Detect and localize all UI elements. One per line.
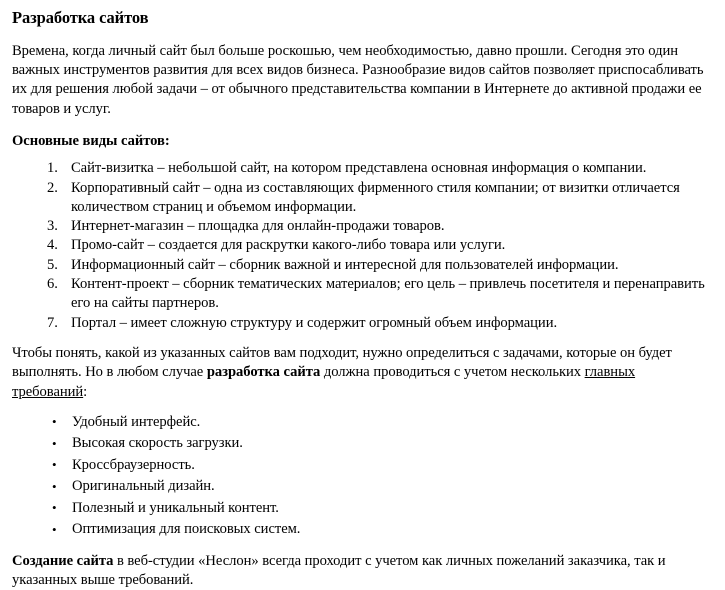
site-types-heading: Основные виды сайтов: <box>12 132 170 149</box>
page-title: Разработка сайтов <box>12 8 149 27</box>
requirements-intro-part1: Чтобы понять, какой из указанных сайтов вам подходит, нужно определиться с задачами, которые он будет выполнять. Но в любом случае <box>12 344 672 381</box>
list-item: Промо-сайт – создается для раскрутки какого-либо товара или услуги. <box>71 237 506 254</box>
requirements-intro-part3: : <box>83 383 88 400</box>
requirements-intro-paragraph <box>12 344 707 402</box>
list-item: • Удобный интерфейс. <box>52 412 707 434</box>
list-item: Информационный сайт – сборник важной и интересной для пользователей информации. <box>71 256 619 273</box>
list-item: • Полезный и уникальный контент. <box>52 498 707 520</box>
site-types-list <box>12 159 707 333</box>
intro-paragraph: Времена, когда личный сайт был больше роскошью, чем необходимостью, давно прошли. Сегодня это один важных инструментов развития для всех видов бизнеса. Разнообразие видов сайтов позволяет приспосабливать их для решения любой задачи – от обычного представительства компании в Интернете до активной продажи ее товаров и услуг. <box>12 42 704 117</box>
list-item: • Оптимизация для поисковых систем. <box>52 519 707 541</box>
requirements-intro-part2: должна проводиться с учетом нескольких <box>320 364 585 381</box>
requirements-intro-bold-phrase: разработка сайта <box>206 364 321 381</box>
requirements-list <box>12 412 707 541</box>
requirements-intro-underlined-phrase: главных требований <box>12 364 636 400</box>
list-item: • Кроссбраузерность. <box>52 455 707 477</box>
list-item: Портал – имеет сложную структуру и содержит огромный объем информации. <box>71 314 558 331</box>
list-item: Контент-проект – сборник тематических материалов; его цель – привлечь посетителя и перенаправить его на сайты партнеров. <box>71 276 705 312</box>
list-item: • Оригинальный дизайн. <box>52 476 707 498</box>
closing-paragraph <box>12 552 707 590</box>
closing-rest: в веб-студии «Неслон» всегда проходит с учетом как личных пожеланий заказчика, так и указанных выше требований. <box>12 552 666 589</box>
list-item: • Высокая скорость загрузки. <box>52 433 707 455</box>
list-item: Интернет-магазин – площадка для онлайн-продажи товаров. <box>71 218 445 235</box>
list-item: Корпоративный сайт – одна из составляющих фирменного стиля компании; от визитки отличается количеством страниц и объемом информации. <box>71 179 680 215</box>
closing-bold-phrase: Создание сайта <box>12 552 114 569</box>
list-item: Сайт-визитка – небольшой сайт, на котором представлена основная информация о компании. <box>71 160 647 177</box>
